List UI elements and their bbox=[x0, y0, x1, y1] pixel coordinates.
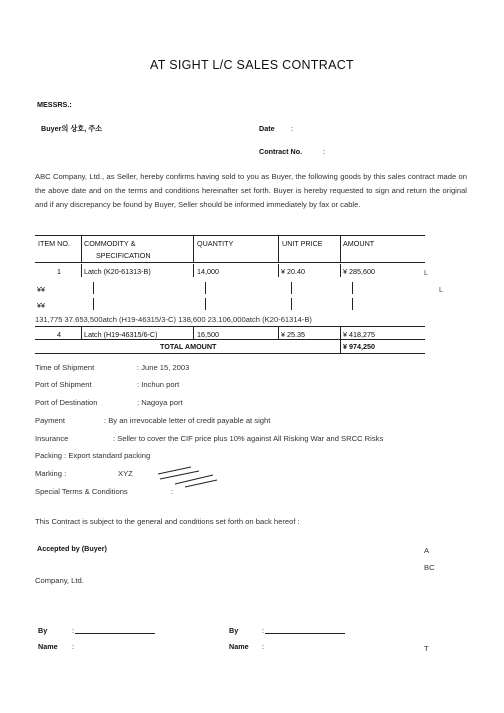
port-shipment-label: Port of Shipment bbox=[35, 380, 92, 389]
by-label-seller: By bbox=[229, 626, 239, 635]
stray-yen-mark: ¥¥ bbox=[37, 301, 45, 310]
table-divider bbox=[81, 326, 82, 339]
table-divider bbox=[93, 282, 94, 294]
side-mark-bc: BC bbox=[424, 563, 435, 572]
table-divider bbox=[278, 235, 279, 263]
messrs-label: MESSRS.: bbox=[37, 100, 72, 109]
table-divider bbox=[278, 326, 279, 339]
side-mark-a: A bbox=[424, 546, 430, 555]
table-divider bbox=[352, 298, 353, 310]
name-colon-buyer: : bbox=[72, 642, 74, 651]
by-colon-seller: : bbox=[262, 626, 264, 635]
buyer-signature-line[interactable] bbox=[75, 633, 155, 634]
port-destination-value: : Nagoya port bbox=[137, 398, 183, 407]
name-colon-seller: : bbox=[262, 642, 264, 651]
table-header-border bbox=[35, 262, 425, 263]
shipment-label: Time of Shipment bbox=[35, 363, 95, 372]
row-amount: ¥ 418,275 bbox=[343, 330, 375, 339]
row-item: 1 bbox=[57, 267, 61, 276]
date-label: Date bbox=[259, 124, 275, 133]
shipment-value: : June 15, 2003 bbox=[137, 363, 190, 372]
table-divider bbox=[205, 282, 206, 294]
buyer-label: Buyer의 상호, 주소 bbox=[41, 124, 103, 133]
seller-signature-line[interactable] bbox=[265, 633, 345, 634]
subject-line: This Contract is subject to the general and conditions set forth on back hereof : bbox=[35, 517, 300, 526]
header-quantity: QUANTITY bbox=[197, 239, 234, 248]
insurance-value: : Seller to cover the CIF price plus 10% against All Risking War and SRCC Risks bbox=[113, 434, 384, 443]
overflow-line: 131,775 37.653,500atch (H19-46315/3-C) 138,600 23.106,000atch (K20-61314-B) bbox=[35, 315, 312, 324]
table-divider bbox=[81, 264, 82, 277]
contract-no-colon: : bbox=[323, 147, 325, 156]
by-colon-buyer: : bbox=[72, 626, 74, 635]
total-amount: ¥ 974,250 bbox=[343, 342, 375, 351]
table-divider bbox=[340, 235, 341, 263]
marking-label: Marking : bbox=[35, 469, 67, 478]
table-bottom-border bbox=[35, 353, 425, 354]
header-amount: AMOUNT bbox=[343, 239, 375, 248]
table-divider bbox=[291, 298, 292, 310]
port-destination-label: Port of Destination bbox=[35, 398, 98, 407]
marking-strokes-icon bbox=[155, 462, 219, 490]
packing-text: Packing : Export standard packing bbox=[35, 451, 151, 460]
table-divider bbox=[205, 298, 206, 310]
contract-no-label: Contract No. bbox=[259, 147, 303, 156]
total-label: TOTAL AMOUNT bbox=[160, 342, 217, 351]
insurance-label: Insurance bbox=[35, 434, 69, 443]
table-divider bbox=[81, 235, 82, 263]
special-terms-label: Special Terms & Conditions bbox=[35, 487, 128, 496]
stray-yen-mark: ¥¥ bbox=[37, 285, 45, 294]
row-quantity: 14,000 bbox=[197, 267, 219, 276]
table-row-border bbox=[35, 339, 425, 340]
table-divider bbox=[93, 298, 94, 310]
header-unit-price: UNIT PRICE bbox=[282, 239, 323, 248]
stray-l-mark: L bbox=[439, 285, 443, 294]
accepted-by-label: Accepted by (Buyer) bbox=[37, 544, 107, 553]
stray-l-mark: L bbox=[424, 268, 428, 277]
table-top-border bbox=[35, 235, 425, 236]
name-label-seller: Name bbox=[229, 642, 249, 651]
table-divider bbox=[340, 264, 341, 277]
row-item: 4 bbox=[57, 330, 61, 339]
table-divider bbox=[278, 264, 279, 277]
table-row-border bbox=[35, 326, 425, 327]
side-mark-t: T bbox=[424, 644, 429, 653]
row-amount: ¥ 285,600 bbox=[343, 267, 375, 276]
date-colon: : bbox=[291, 124, 293, 133]
by-label-buyer: By bbox=[38, 626, 48, 635]
table-divider bbox=[291, 282, 292, 294]
company-name: Company, Ltd. bbox=[35, 576, 84, 585]
page-title: AT SIGHT L/C SALES CONTRACT bbox=[150, 58, 354, 72]
payment-label: Payment bbox=[35, 416, 65, 425]
row-commodity: Latch (K20-61313-B) bbox=[84, 267, 151, 276]
intro-paragraph: ABC Company, Ltd., as Seller, hereby confirms having sold to you as Buyer, the following goods by this sales contract made on the above date and on the terms and conditions hereinafter set forth. Buyer is hereby requested to sign and return the original and if any discrepancy be found by Buyer, Seller should be informed immediately by fax or cable. bbox=[35, 172, 467, 210]
header-item-no: ITEM NO. bbox=[38, 239, 70, 248]
name-label-buyer: Name bbox=[38, 642, 58, 651]
marking-value: XYZ bbox=[118, 469, 133, 478]
table-divider bbox=[193, 235, 194, 263]
row-unit-price: ¥ 25.35 bbox=[281, 330, 305, 339]
table-divider bbox=[193, 326, 194, 339]
row-quantity: 16,500 bbox=[197, 330, 219, 339]
port-shipment-value: : Inchun port bbox=[137, 380, 180, 389]
row-unit-price: ¥ 20.40 bbox=[281, 267, 305, 276]
table-divider bbox=[193, 264, 194, 277]
table-divider bbox=[352, 282, 353, 294]
header-commodity: COMMODITY & bbox=[84, 239, 136, 248]
special-terms-colon: : bbox=[171, 487, 174, 496]
header-specification: SPECIFICATION bbox=[96, 251, 151, 260]
row-commodity: Latch (H19-46315/6-C) bbox=[84, 330, 158, 339]
payment-value: : By an irrevocable letter of credit payable at sight bbox=[104, 416, 271, 425]
